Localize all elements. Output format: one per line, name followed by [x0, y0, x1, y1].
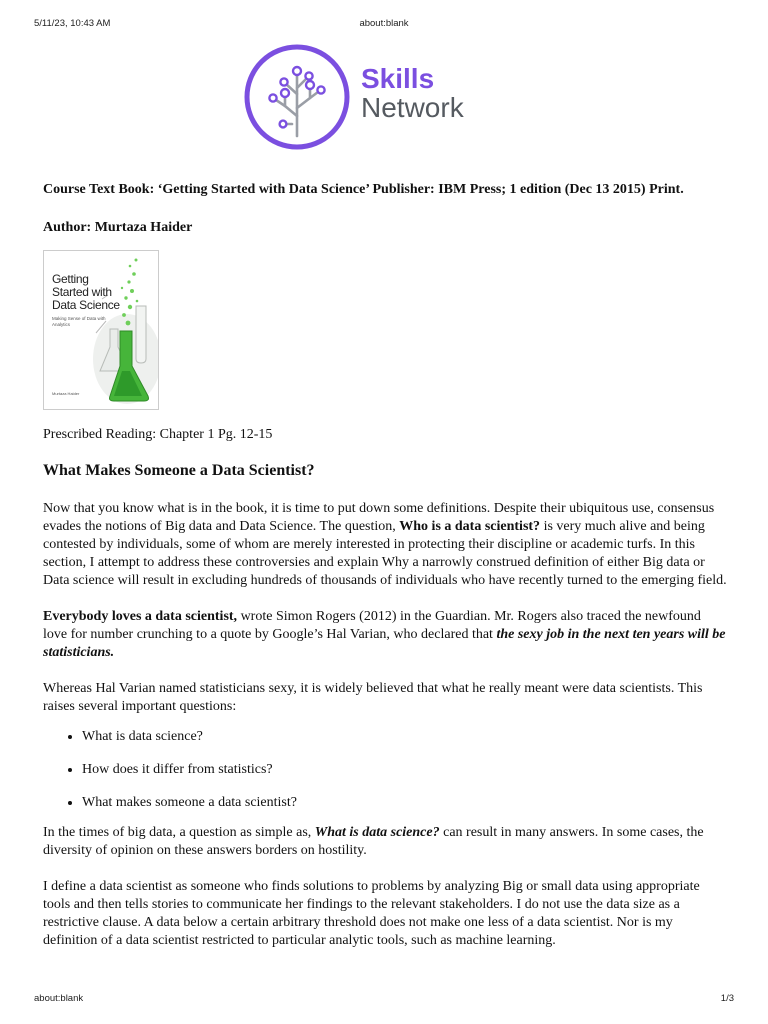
course-textbook-line: Course Text Book: ‘Getting Started with Data Science’ Publisher: IBM Press; 1 edition (Dec 13 2015) Print.: [43, 182, 684, 197]
paragraph-definition: I define a data scientist as someone who finds solutions to problems by analyzing Big or small data using appropriate tools and then tells stories to communicate her findings to the relevant stakeholders. I do not use the data size as a restrictive clause. A data below a certain arbitrary threshold does not make one less of a data scientist. Nor is my definition of a data scientist restricted to particular analytic tools, such as machine learning.: [43, 879, 700, 948]
section-heading: What Makes Someone a Data Scientist?: [43, 462, 315, 479]
print-url: about:blank: [359, 18, 409, 29]
skills-network-logo: [244, 44, 484, 150]
logo-network-text: Network: [361, 92, 464, 123]
paragraph-big-data-times: In the times of big data, a question as simple as, What is data science? can result in many answers. In some cases, the diversity of opinion on these answers borders on hostility.: [43, 825, 704, 858]
cover-title: Getting Started with Data Science: [52, 272, 120, 312]
footer-url: about:blank: [34, 993, 84, 1004]
book-cover-image: [43, 250, 159, 410]
cover-author: Murtaza Haider: [52, 391, 80, 396]
cover-subtitle: Making Sense of Data with Analytics: [52, 316, 106, 327]
author-line: Author: Murtaza Haider: [43, 220, 193, 235]
list-item: • What is data science?: [82, 728, 728, 746]
paragraph-hal-varian: Whereas Hal Varian named statisticians sexy, it is widely believed that what he really meant were data scientists. This raises several important questions:: [43, 681, 703, 714]
logo-skills-text: Skills: [361, 63, 435, 94]
prescribed-reading: Prescribed Reading: Chapter 1 Pg. 12-15: [43, 427, 273, 442]
paragraph-everybody-loves: Everybody loves a data scientist, wrote Simon Rogers (2012) in the Guardian. Mr. Rogers also traced the newfound love for number crunching to a quote by Google’s Hal Varian, who declared that the sexy job in the next ten years will be statisticians.: [43, 609, 726, 660]
questions-list: [43, 728, 728, 812]
list-item: • What makes someone a data scientist?: [82, 794, 728, 812]
print-datetime: 5/11/23, 10:43 AM: [34, 18, 111, 29]
circuit-tree-icon: [244, 44, 350, 150]
paragraph-definitions: Now that you know what is in the book, it is time to put down some definitions. Despite their ubiquitous use, consensus evades the notions of Big data and Data Science. The question, Who is a data scientist? is very much alive and being contested by individuals, some of whom are merely interested in protecting their discipline or academic turfs. In this section, I attempt to address these controversies and explain Why a narrowly construed definition of either Big data or Data science will result in excluding hundreds of thousands of individuals who have recently turned to the emerging field.: [43, 501, 727, 588]
page-number: 1/3: [720, 993, 734, 1004]
document-body: [43, 181, 728, 950]
list-item: • How does it differ from statistics?: [82, 761, 728, 779]
